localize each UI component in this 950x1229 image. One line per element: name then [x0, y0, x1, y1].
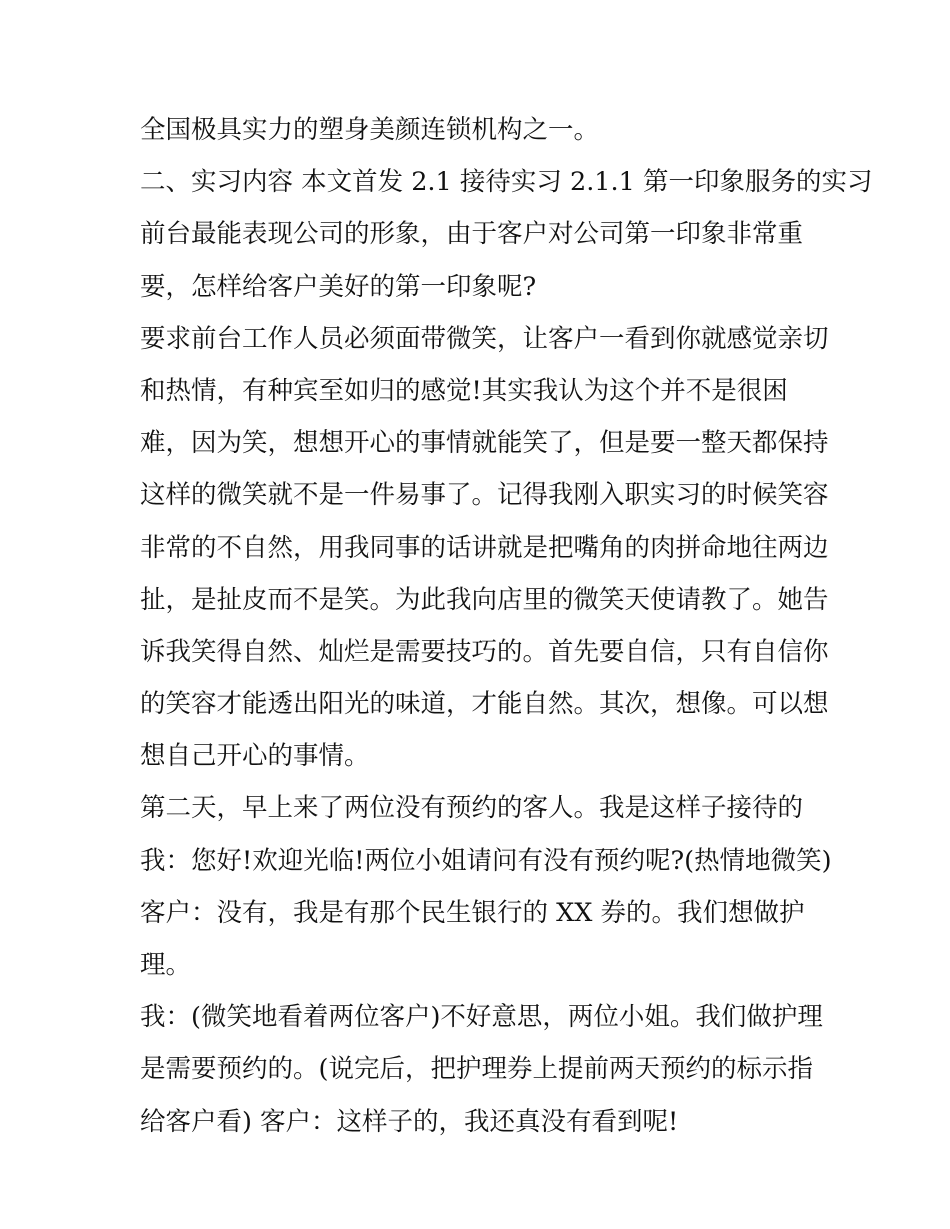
- text-line: 非常的不自然，用我同事的话讲就是把嘴角的肉拼命地往两边: [140, 532, 829, 563]
- text-line: 客户：没有，我是有那个民生银行的 XX 券的。我们想做护: [140, 897, 805, 928]
- text-line: 第二天，早上来了两位没有预约的客人。我是这样子接待的: [140, 793, 804, 824]
- text-line: 难，因为笑，想想开心的事情就能笑了，但是要一整天都保持: [140, 428, 829, 459]
- text-line: 我：(微笑地看着两位客户)不好意思，两位小姐。我们做护理: [140, 1002, 823, 1033]
- text-line: 扯，是扯皮而不是笑。为此我向店里的微笑天使请教了。她告: [140, 584, 829, 615]
- text-line: 这样的微笑就不是一件易事了。记得我刚入职实习的时候笑容: [140, 480, 829, 511]
- body-text: [140, 104, 873, 1148]
- text-line: 我：您好!欢迎光临!两位小姐请问有没有预约呢?(热情地微笑): [140, 845, 832, 876]
- text-line: 理。: [140, 950, 192, 980]
- text-line: 前台最能表现公司的形象，由于客户对公司第一印象非常重: [140, 219, 804, 250]
- text-line: 想自己开心的事情。: [140, 741, 370, 772]
- text-line: 的笑容才能透出阳光的味道，才能自然。其次，想像。可以想: [140, 689, 829, 720]
- text-line: 和热情，有种宾至如归的感觉!其实我认为这个并不是很困: [140, 375, 788, 406]
- text-line: 要，怎样给客户美好的第一印象呢?: [140, 271, 537, 302]
- text-line: 要求前台工作人员必须面带微笑，让客户一看到你就感觉亲切: [140, 323, 829, 354]
- text-line: 全国极具实力的塑身美颜连锁机构之一。: [140, 115, 600, 145]
- text-line: 诉我笑得自然、灿烂是需要技巧的。首先要自信，只有自信你: [140, 636, 829, 667]
- text-line: 二、实习内容 本文首发 2.1 接待实习 2.1.1 第一印象服务的实习: [140, 167, 873, 198]
- text-line: 是需要预约的。(说完后，把护理券上提前两天预约的标示指: [140, 1054, 813, 1085]
- text-line: 给客户看) 客户：这样子的，我还真没有看到呢!: [140, 1106, 679, 1137]
